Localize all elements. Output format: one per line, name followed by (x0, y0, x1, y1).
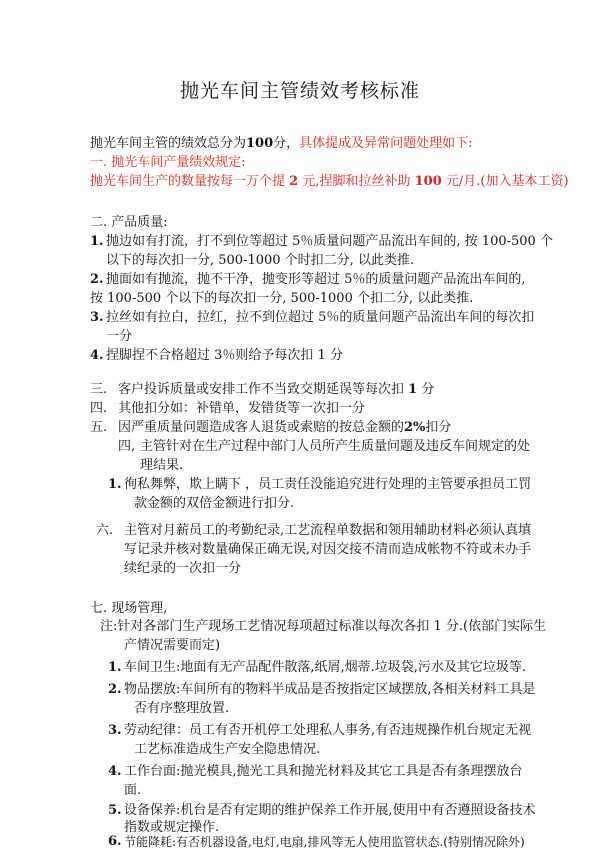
s7-item5-num: 5. (108, 803, 122, 818)
section6-line2: 写记录并核对数量确保正确无误,对因交接不清而造成帐物不符或未办手 (124, 542, 532, 557)
section7-heading: 七. 现场管理, (90, 601, 168, 616)
s7-item5-line2: 指数或规定操作. (124, 820, 220, 835)
s2-item4-num: 4. (90, 348, 104, 363)
s2-item1-line1: 抛边如有打流，打不到位等超过 5％质量问题产品流出车间的, 按 100-500 个 (106, 234, 553, 249)
page-title: 抛光车间主管绩效考核标准 (179, 80, 420, 102)
section4-num: 四. (90, 401, 108, 416)
section3-bold: 1 (408, 382, 418, 397)
section5-tail: 扣分 (425, 420, 452, 435)
s7-item4-line2: 面. (124, 783, 142, 798)
s7-item1-num: 1. (108, 660, 122, 675)
s7-item6-line2-text: 外) (508, 835, 525, 849)
section1-num-a: 2 (289, 174, 299, 189)
s7-item4-num: 4. (108, 764, 122, 779)
s7-item3-line2: 工艺标准造成生产安全隐患情况. (134, 742, 321, 757)
s2-item3-line1: 拉丝如有拉白，拉红，拉不到位超过 5％的质量问题产品流出车间的每次扣 (106, 310, 535, 325)
section6-line1: 主管对月薪员工的考勤纪录,工艺流程单数据和领用辅助材料必须认真填 (124, 523, 532, 538)
s2-item4-line1: 捏脚捏不合格超过 3％则给予每次扣 1 分 (106, 348, 343, 363)
intro-unit: 分， (273, 136, 300, 151)
s7-item2-num: 2. (108, 682, 122, 697)
section3-num: 三. (90, 382, 108, 397)
section4b-item-line1: 徇私舞弊，欺上瞒下 ，员工责任没能追究进行处理的主管要承担员工罚 (124, 477, 532, 492)
section1-heading: 一. 抛光车间产量绩效规定: (90, 155, 246, 170)
s2-item1-num: 1. (90, 234, 104, 249)
s2-item2-num: 2. (90, 272, 104, 287)
section5-body: 因严重质量问题造成客人退货或索赔的按总金额的 (118, 420, 405, 435)
section5-text (118, 418, 451, 437)
s7-item3-line1: 劳动纪律：员工有否开机停工处理私人事务,有否违规操作机台规定无视 (124, 723, 532, 738)
s7-item6-num: 6. (108, 834, 122, 849)
s2-item3-num: 3. (90, 310, 104, 325)
s2-item1-line2: 以下的每次扣一分, 500-1000 个时扣二分, 以此类推. (106, 253, 415, 268)
section4b-line2: 理结果. (140, 458, 184, 473)
section4b-item-num: 1. (108, 477, 122, 492)
s2-item2-line1: 抛面如有抛流，抛不干净，拋变形等超过 5％的质量问题产品流出车间的, (106, 272, 526, 287)
section6-num: 六. (96, 523, 114, 538)
section5-bold: 2% (404, 420, 426, 435)
intro-red-text: 具体提成及异常问题处理如下: (299, 136, 473, 151)
intro-lead: 抛光车间主管的绩效总分为 (90, 136, 247, 151)
s7-item5-line1: 设备保养:机台是否有定期的维护保养工作开展,使用中有否遵照设备技术 (124, 803, 536, 818)
s2-item3-line2: 一分 (106, 329, 133, 344)
s2-item2-line2: 按 100-500 个以下的每次扣一分, 500-1000 个扣二分, 以此类推. (90, 291, 474, 306)
section1-line1 (90, 172, 569, 191)
s7-item1-line1: 车间卫生:地面有无产品配件散落,纸屑,烟蒂.垃圾袋,污水及其它垃圾等. (124, 660, 527, 675)
section1-text-a: 抛光车间生产的数量按每一万个提 (90, 174, 286, 189)
section2-heading: 二. 产品质量: (90, 215, 168, 230)
section1-text-c: 元/月.(加入基本工资) (445, 174, 569, 189)
section3-text (118, 380, 434, 399)
s7-item2-line2: 否有序整理放置. (134, 701, 230, 716)
section4b-item-line2: 款金额的双倍金额进行扣分. (134, 496, 295, 511)
section7-note-line2: 产情况需要而定) (124, 638, 221, 653)
s7-item6-line1 (124, 835, 525, 849)
s7-item4-line1: 工作台面:抛光模具,抛光工具和抛光材料及其它工具是否有条理摆放台 (124, 764, 523, 779)
intro-line (90, 134, 473, 153)
section4-text: 其他扣分如：补错单，发错货等一次扣一分 (118, 401, 366, 416)
section1-text-b: 元,捏脚和拉丝补助 (302, 174, 411, 189)
section4b-num: 四, (118, 439, 136, 454)
intro-score: 100 (246, 136, 274, 151)
section7-note-line1: 注:针对各部门生产现场工艺情况每项超过标准以每次各扣 1 分.(依部门实际生 (100, 619, 547, 634)
section5-num: 五. (90, 420, 108, 435)
section4b-line1: 主管针对在生产过程中部门人员所产生质量问题及违反车间规定的处 (140, 439, 531, 454)
s7-item2-line1: 物品摆放:车间所有的物料半成品是否按指定区域摆放,各相关材料工具是 (124, 682, 536, 697)
section1-num-b: 100 (414, 174, 442, 189)
section3-body: 客户投诉质量或安排工作不当致交期延误等每次扣 (118, 382, 405, 397)
section6-line3: 续纪录的一次扣一分 (124, 561, 242, 576)
s7-item6-line1-text: 节能降耗:有否机器设备,电灯,电扇,排风等无人使用监管状态.(特别情况除 (124, 835, 508, 849)
s7-item3-num: 3. (108, 723, 122, 738)
section3-tail: 分 (421, 382, 435, 397)
